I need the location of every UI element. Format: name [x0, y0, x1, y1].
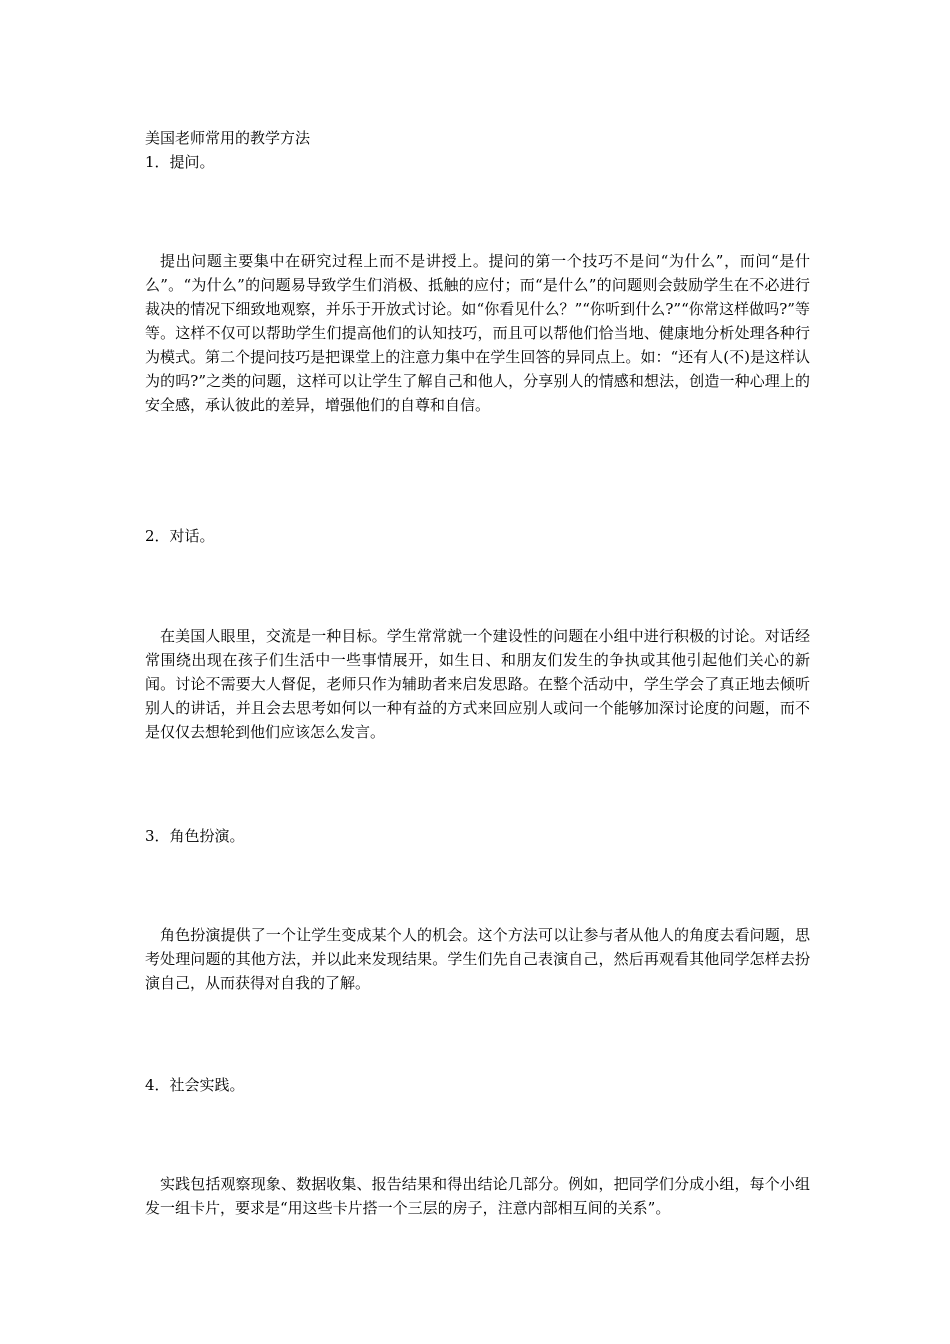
document-title: 美国老师常用的教学方法 — [145, 129, 311, 147]
section-body-social-practice: 实践包括观察现象、数据收集、报告结果和得出结论几部分。例如，把同学们分成小组，每个小组发一组卡片，要求是“用这些卡片搭一个三层的房子，注意内部相互间的关系”。 — [145, 1175, 810, 1217]
section-heading-questioning: 1．提问。 — [145, 153, 215, 171]
section-body-role-play: 角色扮演提供了一个让学生变成某个人的机会。这个方法可以让参与者从他人的角度去看问题，思考处理问题的其他方法，并以此来发现结果。学生们先自己表演自己，然后再观看其他同学怎样去扮演自己，从而获得对自我的了解。 — [145, 926, 810, 992]
section-body-dialogue: 在美国人眼里，交流是一种目标。学生常常就一个建设性的问题在小组中进行积极的讨论。对话经常围绕出现在孩子们生活中一些事情展开，如生日、和朋友们发生的争执或其他引起他们关心的新闻。讨论不需要大人督促，老师只作为辅助者来启发思路。在整个活动中，学生学会了真正地去倾听别人的讲话，并且会去思考如何以一种有益的方式来回应别人或问一个能够加深讨论度的问题，而不是仅仅去想轮到他们应该怎么发言。 — [145, 627, 810, 741]
section-body-questioning: 提出问题主要集中在研究过程上而不是讲授上。提问的第一个技巧不是问“为什么”，而问“是什么”。“为什么”的问题易导致学生们消极、抵触的应付；而“是什么”的问题则会鼓励学生在不必进行裁决的情况下细致地观察，并乐于开放式讨论。如“你看见什么？”“你听到什么?”“你常这样做吗?”等等。这样不仅可以帮助学生们提高他们的认知技巧，而且可以帮他们恰当地、健康地分析处理各种行为模式。第二个提问技巧是把课堂上的注意力集中在学生回答的异同点上。如：“还有人(不)是这样认为的吗?”之类的问题，这样可以让学生了解自己和他人，分享别人的情感和想法，创造一种心理上的安全感，承认彼此的差异，增强他们的自尊和自信。 — [145, 252, 810, 414]
section-heading-social-practice: 4．社会实践。 — [145, 1076, 245, 1094]
section-heading-role-play: 3．角色扮演。 — [145, 827, 245, 845]
section-heading-dialogue: 2．对话。 — [145, 527, 215, 545]
